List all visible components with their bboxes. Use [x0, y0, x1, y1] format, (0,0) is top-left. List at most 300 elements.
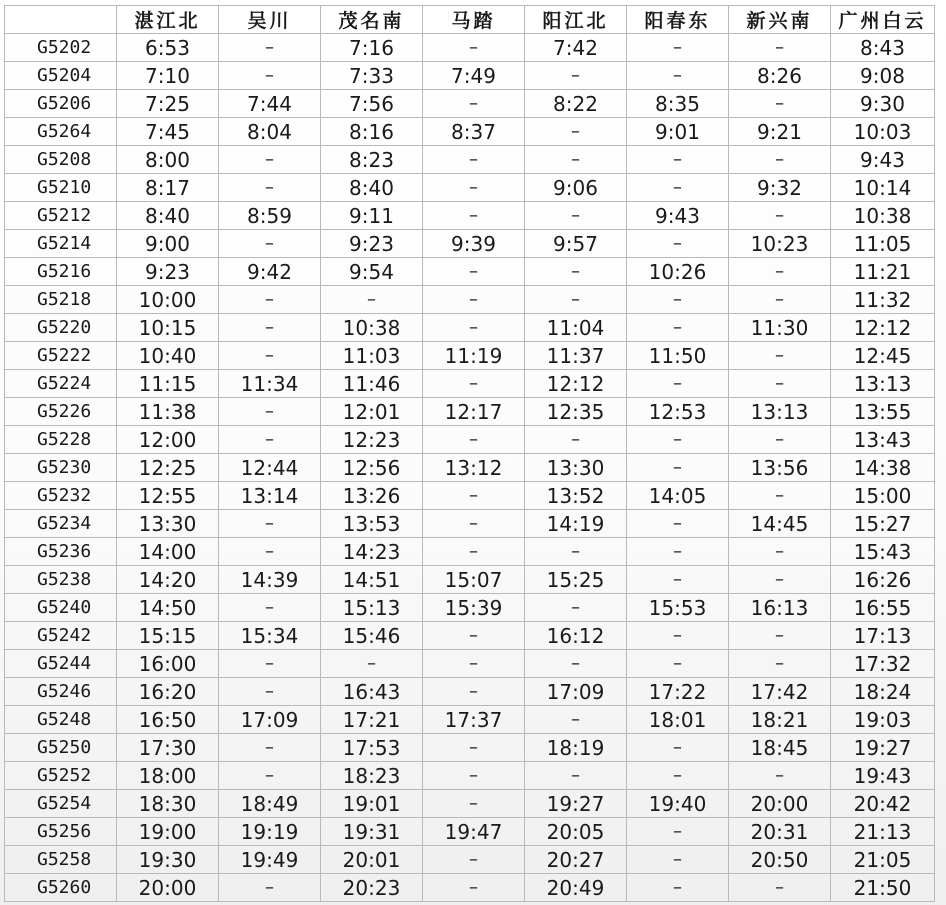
train-number: G5220	[5, 314, 117, 342]
train-number: G5204	[5, 62, 117, 90]
time-cell: 20:42	[831, 790, 935, 818]
no-stop-cell: –	[729, 762, 831, 790]
time-cell: 12:25	[117, 454, 219, 482]
time-cell: 16:20	[117, 678, 219, 706]
no-stop-cell: –	[423, 314, 525, 342]
train-number: G5210	[5, 174, 117, 202]
time-cell: 16:50	[117, 706, 219, 734]
no-stop-cell: –	[423, 426, 525, 454]
no-stop-cell: –	[525, 762, 627, 790]
time-cell: 14:50	[117, 594, 219, 622]
no-stop-cell: –	[219, 874, 321, 902]
no-stop-cell: –	[627, 314, 729, 342]
time-cell: 10:38	[831, 202, 935, 230]
time-cell: 10:23	[729, 230, 831, 258]
time-cell: 7:10	[117, 62, 219, 90]
train-number: G5246	[5, 678, 117, 706]
no-stop-cell: –	[525, 594, 627, 622]
time-cell: 11:15	[117, 370, 219, 398]
no-stop-cell: –	[729, 426, 831, 454]
time-cell: 20:49	[525, 874, 627, 902]
time-cell: 14:20	[117, 566, 219, 594]
station-header: 湛江北	[117, 6, 219, 34]
time-cell: 14:00	[117, 538, 219, 566]
train-number: G5226	[5, 398, 117, 426]
station-header: 马踏	[423, 6, 525, 34]
no-stop-cell: –	[627, 734, 729, 762]
time-cell: 8:35	[627, 90, 729, 118]
time-cell: 15:13	[321, 594, 423, 622]
time-cell: 16:43	[321, 678, 423, 706]
time-cell: 8:04	[219, 118, 321, 146]
time-cell: 15:53	[627, 594, 729, 622]
train-number: G5238	[5, 566, 117, 594]
no-stop-cell: –	[321, 286, 423, 314]
time-cell: 12:01	[321, 398, 423, 426]
no-stop-cell: –	[423, 762, 525, 790]
no-stop-cell: –	[729, 538, 831, 566]
table-row	[5, 594, 935, 622]
no-stop-cell: –	[219, 426, 321, 454]
table-row	[5, 370, 935, 398]
time-cell: 9:43	[831, 146, 935, 174]
time-cell: 8:23	[321, 146, 423, 174]
no-stop-cell: –	[627, 846, 729, 874]
table-row	[5, 286, 935, 314]
no-stop-cell: –	[729, 482, 831, 510]
no-stop-cell: –	[627, 370, 729, 398]
table-row	[5, 846, 935, 874]
table-row	[5, 146, 935, 174]
station-header: 阳江北	[525, 6, 627, 34]
table-row	[5, 174, 935, 202]
time-cell: 17:42	[729, 678, 831, 706]
table-row	[5, 342, 935, 370]
time-cell: 13:43	[831, 426, 935, 454]
header-row	[5, 6, 935, 34]
time-cell: 14:19	[525, 510, 627, 538]
time-cell: 12:12	[831, 314, 935, 342]
time-cell: 12:35	[525, 398, 627, 426]
time-cell: 13:26	[321, 482, 423, 510]
time-cell: 11:05	[831, 230, 935, 258]
corner-cell	[5, 6, 117, 34]
station-header: 吴川	[219, 6, 321, 34]
station-header: 茂名南	[321, 6, 423, 34]
no-stop-cell: –	[729, 90, 831, 118]
train-timetable	[4, 5, 935, 902]
no-stop-cell: –	[627, 622, 729, 650]
table-row	[5, 426, 935, 454]
time-cell: 19:30	[117, 846, 219, 874]
time-cell: 7:44	[219, 90, 321, 118]
no-stop-cell: –	[219, 286, 321, 314]
time-cell: 18:00	[117, 762, 219, 790]
train-number: G5222	[5, 342, 117, 370]
no-stop-cell: –	[423, 846, 525, 874]
no-stop-cell: –	[219, 538, 321, 566]
no-stop-cell: –	[219, 594, 321, 622]
train-number: G5212	[5, 202, 117, 230]
time-cell: 21:13	[831, 818, 935, 846]
no-stop-cell: –	[627, 510, 729, 538]
station-header: 新兴南	[729, 6, 831, 34]
time-cell: 13:53	[321, 510, 423, 538]
train-number: G5260	[5, 874, 117, 902]
table-row	[5, 818, 935, 846]
time-cell: 7:56	[321, 90, 423, 118]
time-cell: 12:45	[831, 342, 935, 370]
no-stop-cell: –	[423, 874, 525, 902]
table-row	[5, 790, 935, 818]
time-cell: 13:14	[219, 482, 321, 510]
time-cell: 18:23	[321, 762, 423, 790]
no-stop-cell: –	[423, 482, 525, 510]
train-number: G5206	[5, 90, 117, 118]
train-number: G5242	[5, 622, 117, 650]
no-stop-cell: –	[219, 34, 321, 62]
table-row	[5, 118, 935, 146]
table-row	[5, 622, 935, 650]
time-cell: 7:49	[423, 62, 525, 90]
no-stop-cell: –	[423, 202, 525, 230]
no-stop-cell: –	[219, 174, 321, 202]
time-cell: 11:37	[525, 342, 627, 370]
time-cell: 14:05	[627, 482, 729, 510]
station-header: 广州白云	[831, 6, 935, 34]
no-stop-cell: –	[423, 622, 525, 650]
no-stop-cell: –	[627, 566, 729, 594]
time-cell: 12:55	[117, 482, 219, 510]
time-cell: 18:45	[729, 734, 831, 762]
station-header: 阳春东	[627, 6, 729, 34]
time-cell: 17:09	[219, 706, 321, 734]
time-cell: 13:13	[831, 370, 935, 398]
no-stop-cell: –	[627, 454, 729, 482]
time-cell: 15:34	[219, 622, 321, 650]
time-cell: 12:17	[423, 398, 525, 426]
time-cell: 9:01	[627, 118, 729, 146]
time-cell: 10:40	[117, 342, 219, 370]
time-cell: 20:01	[321, 846, 423, 874]
time-cell: 8:43	[831, 34, 935, 62]
time-cell: 10:26	[627, 258, 729, 286]
time-cell: 14:51	[321, 566, 423, 594]
time-cell: 11:03	[321, 342, 423, 370]
time-cell: 13:30	[525, 454, 627, 482]
no-stop-cell: –	[525, 426, 627, 454]
time-cell: 12:56	[321, 454, 423, 482]
time-cell: 19:47	[423, 818, 525, 846]
time-cell: 13:52	[525, 482, 627, 510]
time-cell: 20:27	[525, 846, 627, 874]
time-cell: 18:49	[219, 790, 321, 818]
no-stop-cell: –	[219, 62, 321, 90]
time-cell: 9:06	[525, 174, 627, 202]
time-cell: 11:19	[423, 342, 525, 370]
time-cell: 19:03	[831, 706, 935, 734]
time-cell: 9:32	[729, 174, 831, 202]
no-stop-cell: –	[627, 62, 729, 90]
time-cell: 11:30	[729, 314, 831, 342]
no-stop-cell: –	[525, 538, 627, 566]
time-cell: 15:46	[321, 622, 423, 650]
no-stop-cell: –	[525, 118, 627, 146]
time-cell: 12:23	[321, 426, 423, 454]
time-cell: 7:16	[321, 34, 423, 62]
time-cell: 10:14	[831, 174, 935, 202]
table-row	[5, 454, 935, 482]
time-cell: 9:11	[321, 202, 423, 230]
time-cell: 19:00	[117, 818, 219, 846]
no-stop-cell: –	[627, 230, 729, 258]
no-stop-cell: –	[729, 566, 831, 594]
no-stop-cell: –	[627, 762, 729, 790]
no-stop-cell: –	[423, 258, 525, 286]
time-cell: 12:12	[525, 370, 627, 398]
time-cell: 17:21	[321, 706, 423, 734]
time-cell: 17:37	[423, 706, 525, 734]
no-stop-cell: –	[423, 286, 525, 314]
time-cell: 8:59	[219, 202, 321, 230]
time-cell: 10:00	[117, 286, 219, 314]
time-cell: 19:40	[627, 790, 729, 818]
no-stop-cell: –	[321, 650, 423, 678]
time-cell: 14:38	[831, 454, 935, 482]
train-number: G5202	[5, 34, 117, 62]
no-stop-cell: –	[729, 874, 831, 902]
time-cell: 12:00	[117, 426, 219, 454]
table-row	[5, 706, 935, 734]
time-cell: 20:00	[117, 874, 219, 902]
time-cell: 15:27	[831, 510, 935, 538]
table-row	[5, 482, 935, 510]
train-number: G5218	[5, 286, 117, 314]
table-row	[5, 874, 935, 902]
time-cell: 15:15	[117, 622, 219, 650]
time-cell: 11:32	[831, 286, 935, 314]
no-stop-cell: –	[219, 398, 321, 426]
time-cell: 17:22	[627, 678, 729, 706]
time-cell: 18:01	[627, 706, 729, 734]
no-stop-cell: –	[729, 146, 831, 174]
time-cell: 19:49	[219, 846, 321, 874]
no-stop-cell: –	[627, 286, 729, 314]
no-stop-cell: –	[423, 146, 525, 174]
time-cell: 18:19	[525, 734, 627, 762]
no-stop-cell: –	[627, 650, 729, 678]
time-cell: 20:23	[321, 874, 423, 902]
no-stop-cell: –	[423, 678, 525, 706]
time-cell: 10:03	[831, 118, 935, 146]
table-row	[5, 314, 935, 342]
time-cell: 16:00	[117, 650, 219, 678]
train-number: G5224	[5, 370, 117, 398]
time-cell: 19:27	[525, 790, 627, 818]
time-cell: 8:40	[321, 174, 423, 202]
no-stop-cell: –	[219, 342, 321, 370]
time-cell: 9:30	[831, 90, 935, 118]
time-cell: 15:07	[423, 566, 525, 594]
no-stop-cell: –	[423, 510, 525, 538]
table-row	[5, 762, 935, 790]
train-number: G5214	[5, 230, 117, 258]
no-stop-cell: –	[729, 370, 831, 398]
time-cell: 16:13	[729, 594, 831, 622]
train-number: G5228	[5, 426, 117, 454]
time-cell: 15:00	[831, 482, 935, 510]
no-stop-cell: –	[525, 706, 627, 734]
table-row	[5, 398, 935, 426]
no-stop-cell: –	[219, 314, 321, 342]
train-number: G5232	[5, 482, 117, 510]
time-cell: 7:45	[117, 118, 219, 146]
time-cell: 14:45	[729, 510, 831, 538]
table-row	[5, 734, 935, 762]
time-cell: 9:39	[423, 230, 525, 258]
no-stop-cell: –	[627, 874, 729, 902]
no-stop-cell: –	[423, 538, 525, 566]
time-cell: 11:46	[321, 370, 423, 398]
time-cell: 9:23	[321, 230, 423, 258]
no-stop-cell: –	[627, 146, 729, 174]
no-stop-cell: –	[219, 510, 321, 538]
no-stop-cell: –	[627, 538, 729, 566]
no-stop-cell: –	[729, 258, 831, 286]
time-cell: 20:05	[525, 818, 627, 846]
train-number: G5236	[5, 538, 117, 566]
no-stop-cell: –	[219, 762, 321, 790]
time-cell: 9:00	[117, 230, 219, 258]
train-number: G5234	[5, 510, 117, 538]
no-stop-cell: –	[525, 286, 627, 314]
time-cell: 12:53	[627, 398, 729, 426]
time-cell: 10:38	[321, 314, 423, 342]
no-stop-cell: –	[729, 650, 831, 678]
time-cell: 18:30	[117, 790, 219, 818]
train-number: G5254	[5, 790, 117, 818]
table-row	[5, 202, 935, 230]
time-cell: 8:26	[729, 62, 831, 90]
no-stop-cell: –	[525, 258, 627, 286]
time-cell: 8:00	[117, 146, 219, 174]
time-cell: 9:43	[627, 202, 729, 230]
time-cell: 9:21	[729, 118, 831, 146]
time-cell: 11:50	[627, 342, 729, 370]
time-cell: 15:25	[525, 566, 627, 594]
no-stop-cell: –	[219, 230, 321, 258]
no-stop-cell: –	[525, 62, 627, 90]
time-cell: 19:19	[219, 818, 321, 846]
no-stop-cell: –	[219, 678, 321, 706]
train-number: G5216	[5, 258, 117, 286]
train-number: G5256	[5, 818, 117, 846]
time-cell: 19:31	[321, 818, 423, 846]
no-stop-cell: –	[729, 202, 831, 230]
time-cell: 15:39	[423, 594, 525, 622]
time-cell: 14:23	[321, 538, 423, 566]
no-stop-cell: –	[729, 286, 831, 314]
time-cell: 13:30	[117, 510, 219, 538]
train-number: G5244	[5, 650, 117, 678]
no-stop-cell: –	[525, 650, 627, 678]
no-stop-cell: –	[525, 146, 627, 174]
time-cell: 14:39	[219, 566, 321, 594]
train-number: G5230	[5, 454, 117, 482]
table-row	[5, 510, 935, 538]
time-cell: 20:00	[729, 790, 831, 818]
no-stop-cell: –	[219, 734, 321, 762]
time-cell: 17:09	[525, 678, 627, 706]
time-cell: 7:33	[321, 62, 423, 90]
no-stop-cell: –	[423, 370, 525, 398]
time-cell: 12:44	[219, 454, 321, 482]
time-cell: 19:27	[831, 734, 935, 762]
time-cell: 18:21	[729, 706, 831, 734]
time-cell: 16:26	[831, 566, 935, 594]
time-cell: 8:40	[117, 202, 219, 230]
time-cell: 18:24	[831, 678, 935, 706]
table-row	[5, 258, 935, 286]
no-stop-cell: –	[423, 90, 525, 118]
no-stop-cell: –	[627, 34, 729, 62]
no-stop-cell: –	[423, 174, 525, 202]
time-cell: 21:50	[831, 874, 935, 902]
time-cell: 11:21	[831, 258, 935, 286]
no-stop-cell: –	[423, 790, 525, 818]
time-cell: 17:13	[831, 622, 935, 650]
time-cell: 13:12	[423, 454, 525, 482]
time-cell: 17:30	[117, 734, 219, 762]
time-cell: 9:54	[321, 258, 423, 286]
train-number: G5208	[5, 146, 117, 174]
time-cell: 17:32	[831, 650, 935, 678]
time-cell: 9:42	[219, 258, 321, 286]
no-stop-cell: –	[219, 650, 321, 678]
time-cell: 13:56	[729, 454, 831, 482]
no-stop-cell: –	[219, 146, 321, 174]
train-number: G5248	[5, 706, 117, 734]
time-cell: 9:57	[525, 230, 627, 258]
time-cell: 11:34	[219, 370, 321, 398]
table-row	[5, 566, 935, 594]
time-cell: 21:05	[831, 846, 935, 874]
time-cell: 13:55	[831, 398, 935, 426]
time-cell: 7:42	[525, 34, 627, 62]
time-cell: 7:25	[117, 90, 219, 118]
time-cell: 8:16	[321, 118, 423, 146]
no-stop-cell: –	[627, 174, 729, 202]
train-number: G5240	[5, 594, 117, 622]
time-cell: 10:15	[117, 314, 219, 342]
time-cell: 11:04	[525, 314, 627, 342]
train-number: G5250	[5, 734, 117, 762]
time-cell: 9:08	[831, 62, 935, 90]
table-row	[5, 62, 935, 90]
no-stop-cell: –	[525, 202, 627, 230]
time-cell: 17:53	[321, 734, 423, 762]
time-cell: 19:01	[321, 790, 423, 818]
time-cell: 8:22	[525, 90, 627, 118]
time-cell: 16:55	[831, 594, 935, 622]
table-row	[5, 538, 935, 566]
time-cell: 9:23	[117, 258, 219, 286]
table-row	[5, 34, 935, 62]
time-cell: 16:12	[525, 622, 627, 650]
no-stop-cell: –	[729, 622, 831, 650]
no-stop-cell: –	[729, 34, 831, 62]
time-cell: 8:37	[423, 118, 525, 146]
